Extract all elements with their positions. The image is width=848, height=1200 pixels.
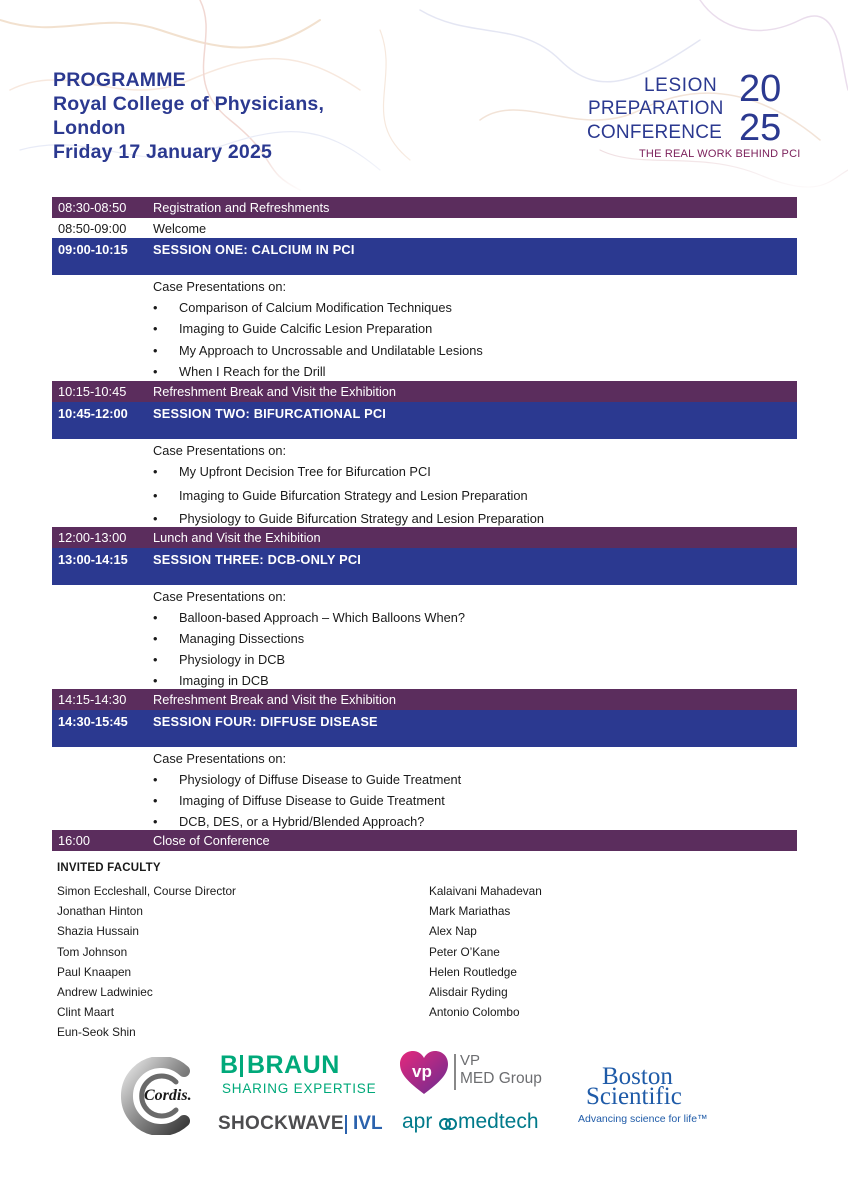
bbraun-name: BRAUN <box>247 1051 340 1079</box>
topic-text: Balloon-based Approach – Which Balloons When? <box>179 610 465 625</box>
topic-text: Imaging in DCB <box>179 673 269 688</box>
session-time: 10:45-12:00 <box>58 406 128 421</box>
session-time: 09:00-10:15 <box>58 242 128 257</box>
session-three-header <box>52 548 797 585</box>
row-label: Lunch and Visit the Exhibition <box>153 530 321 545</box>
bbraun-b: B <box>220 1051 239 1079</box>
programme-schedule <box>52 197 797 851</box>
schedule-row-lunch <box>52 527 797 548</box>
session-intro: Case Presentations on: <box>153 751 287 766</box>
bullet-icon: • <box>153 793 158 808</box>
bbraun-divider <box>240 1055 243 1077</box>
session-title: SESSION TWO: BIFURCATIONAL PCI <box>153 406 387 421</box>
bullet-icon: • <box>153 321 158 336</box>
faculty-name: Peter O’Kane <box>429 944 500 959</box>
faculty-name: Mark Mariathas <box>429 904 511 919</box>
topic-text: Physiology in DCB <box>179 652 285 667</box>
cordis-logo <box>118 1057 213 1135</box>
boston-scientific-logo <box>576 1065 736 1135</box>
row-time: 16:00 <box>58 833 91 848</box>
bbraun-tagline: SHARING EXPERTISE <box>222 1081 377 1096</box>
session-four-header <box>52 710 797 747</box>
topic-text: My Approach to Uncrossable and Undilatable Lesions <box>179 343 483 358</box>
row-label: Refreshment Break and Visit the Exhibition <box>153 384 397 399</box>
apr-prefix: apr <box>402 1110 433 1133</box>
logo-year-bottom: 25 <box>739 107 782 149</box>
topic-text: Imaging to Guide Bifurcation Strategy and Lesion Preparation <box>179 488 528 503</box>
session-time: 14:30-15:45 <box>58 714 128 729</box>
svg-text:vp: vp <box>412 1062 432 1081</box>
row-time: 14:15-14:30 <box>58 692 127 707</box>
schedule-row-welcome <box>52 218 797 238</box>
faculty-name: Kalaivani Mahadevan <box>429 884 542 898</box>
session-one-details <box>52 275 797 381</box>
boston-line2: Scientific <box>586 1083 682 1110</box>
shockwave-wordmark: SHOCKWAVE <box>218 1113 344 1134</box>
logo-tagline: THE REAL WORK BEHIND PCI <box>639 148 801 160</box>
faculty-column-right <box>429 884 542 1025</box>
bullet-icon: • <box>153 364 158 379</box>
row-label: Welcome <box>153 221 207 236</box>
cordis-wordmark: Cordis. <box>144 1087 192 1104</box>
row-time: 10:15-10:45 <box>58 384 127 399</box>
programme-label: PROGRAMME <box>53 69 186 91</box>
bullet-icon: • <box>153 814 158 829</box>
vp-line2: MED Group <box>460 1070 542 1087</box>
shockwave-ivl: IVL <box>353 1113 383 1134</box>
apr-link-icon <box>439 1116 457 1132</box>
row-label: Registration and Refreshments <box>153 200 330 215</box>
topic-text: DCB, DES, or a Hybrid/Blended Approach? <box>179 814 425 829</box>
row-time: 12:00-13:00 <box>58 530 127 545</box>
topic-text: Physiology to Guide Bifurcation Strategy and Lesion Preparation <box>179 511 544 526</box>
schedule-row-break-2 <box>52 689 797 710</box>
invited-faculty <box>57 862 797 1040</box>
faculty-name: Alex Nap <box>429 924 477 939</box>
logo-word-lesion: LESION <box>644 75 718 96</box>
row-label: Close of Conference <box>153 833 270 848</box>
topic-text: Managing Dissections <box>179 631 305 646</box>
topic-text: Imaging to Guide Calcific Lesion Preparation <box>179 321 433 336</box>
topic-text: Physiology of Diffuse Disease to Guide Treatment <box>179 772 462 787</box>
conference-logo <box>586 68 801 167</box>
faculty-name: Alisdair Ryding <box>429 984 508 999</box>
topic-text: Imaging of Diffuse Disease to Guide Treatment <box>179 793 445 808</box>
event-date: Friday 17 January 2025 <box>53 141 273 163</box>
vp-med-group-logo <box>398 1050 558 1098</box>
bullet-icon: • <box>153 631 158 646</box>
session-title: SESSION THREE: DCB-ONLY PCI <box>153 552 362 567</box>
bullet-icon: • <box>153 772 158 787</box>
faculty-name: Tom Johnson <box>57 944 128 959</box>
venue-city: London <box>53 117 126 139</box>
topic-text: Comparison of Calcium Modification Techniques <box>179 300 452 315</box>
bullet-icon: • <box>153 464 158 479</box>
schedule-row-close <box>52 830 797 851</box>
faculty-title: INVITED FACULTY <box>57 862 161 874</box>
programme-header <box>53 68 324 164</box>
faculty-name: Antonio Colombo <box>429 1005 520 1020</box>
faculty-name: Shazia Hussain <box>57 924 139 939</box>
faculty-name: Clint Maart <box>57 1005 115 1020</box>
session-two-header <box>52 402 797 439</box>
faculty-column-left <box>57 884 236 1046</box>
bullet-icon: • <box>153 343 158 358</box>
bullet-icon: • <box>153 652 158 667</box>
bbraun-logo <box>220 1051 390 1096</box>
session-intro: Case Presentations on: <box>153 589 287 604</box>
vp-heart-icon <box>398 1050 450 1096</box>
session-time: 13:00-14:15 <box>58 552 128 567</box>
session-four-details <box>52 747 797 830</box>
schedule-row-break-1 <box>52 381 797 402</box>
faculty-name: Helen Routledge <box>429 964 517 979</box>
session-intro: Case Presentations on: <box>153 443 287 458</box>
logo-year-top: 20 <box>739 68 782 110</box>
apr-medtech-logo <box>402 1110 557 1138</box>
faculty-name: Eun-Seok Shin <box>57 1025 136 1040</box>
session-two-details <box>52 439 797 527</box>
row-label: Refreshment Break and Visit the Exhibition <box>153 692 397 707</box>
logo-word-conference: CONFERENCE <box>587 122 723 143</box>
session-title: SESSION ONE: CALCIUM IN PCI <box>153 242 355 257</box>
row-time: 08:50-09:00 <box>58 221 127 236</box>
faculty-name: Andrew Ladwiniec <box>57 984 153 999</box>
session-title: SESSION FOUR: DIFFUSE DISEASE <box>153 714 378 729</box>
session-three-details <box>52 585 797 689</box>
topic-text: When I Reach for the Drill <box>179 364 326 379</box>
bullet-icon: • <box>153 488 158 503</box>
faculty-name: Simon Eccleshall, Course Director <box>57 884 236 898</box>
schedule-row-registration <box>52 197 797 218</box>
bullet-icon: • <box>153 300 158 315</box>
bullet-icon: • <box>153 610 158 625</box>
venue-line: Royal College of Physicians, <box>53 93 325 115</box>
bullet-icon: • <box>153 511 158 526</box>
boston-line1: Boston <box>602 1063 673 1090</box>
apr-suffix: medtech <box>458 1110 539 1133</box>
shockwave-divider <box>345 1115 347 1134</box>
boston-tagline: Advancing science for life™ <box>578 1113 708 1125</box>
faculty-name: Paul Knaapen <box>57 964 132 979</box>
faculty-name: Jonathan Hinton <box>57 904 143 919</box>
vp-line1: VP <box>460 1052 481 1069</box>
session-intro: Case Presentations on: <box>153 279 287 294</box>
topic-text: My Upfront Decision Tree for Bifurcation PCI <box>179 464 431 479</box>
row-time: 08:30-08:50 <box>58 200 127 215</box>
vp-divider <box>454 1054 456 1090</box>
logo-word-preparation: PREPARATION <box>588 98 724 119</box>
bullet-icon: • <box>153 673 158 688</box>
sponsor-logos <box>0 1045 848 1145</box>
session-one-header <box>52 238 797 275</box>
shockwave-logo <box>218 1111 393 1137</box>
